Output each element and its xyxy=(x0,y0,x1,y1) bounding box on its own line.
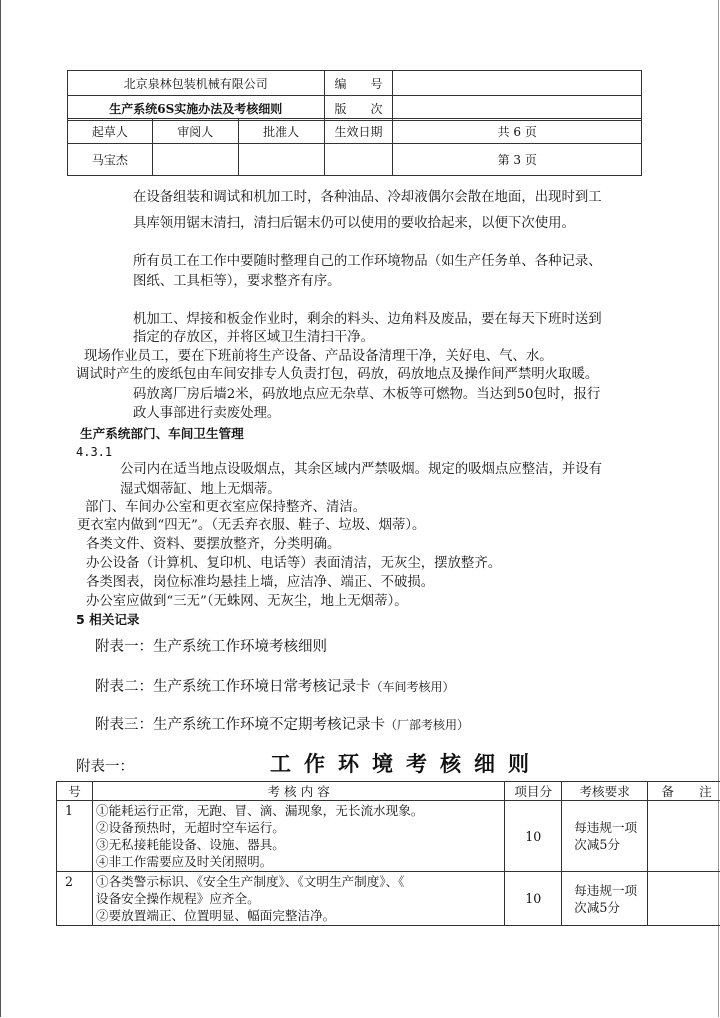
drafter-label: 起草人 xyxy=(68,119,153,144)
drafter-name: 马宝杰 xyxy=(68,144,153,176)
document-header-table xyxy=(67,70,642,121)
version-label: 版 次 xyxy=(324,96,393,121)
total-pages: 共 6 页 xyxy=(393,119,642,144)
content-line: ④非工作需要应及时关闭照明。 xyxy=(95,854,273,869)
para-4: 现场作业员工，要在下班前将生产设备、产品设备清理干净，关好电、气、水。 xyxy=(84,349,553,364)
version-value xyxy=(393,96,642,121)
office-equipment-rule: 办公设备（计算机、复印机、电话等）表面清洁，无灰尘，摆放整齐。 xyxy=(86,556,502,571)
table-header-remarks: 备 注 xyxy=(648,782,720,801)
assessment-table xyxy=(56,781,720,926)
doc-title: 生产系统6S实施办法及考核细则 xyxy=(68,96,325,121)
annex-3-note: （厂部考核用） xyxy=(385,718,470,732)
row-score: 10 xyxy=(505,872,562,926)
reviewer-label: 审阅人 xyxy=(152,119,238,144)
content-line: ②设备预热时，无超时空车运行。 xyxy=(95,820,285,835)
content-line: 设备安全操作规程》应齐全。 xyxy=(95,891,260,906)
annex-2-title: 附表二：生产系统工作环境日常考核记录卡 xyxy=(95,679,371,695)
office-clean-rule: 部门、车间办公室和更衣室应保持整齐、清洁。 xyxy=(85,500,367,515)
requirement-line: 次减5分 xyxy=(574,837,620,852)
table-header-requirement: 考核要求 xyxy=(562,782,648,801)
content-line: ①能耗运行正常，无跑、冒、滴、漏现象，无长流水现象。 xyxy=(95,803,424,818)
company-name: 北京泉林包装机械有限公司 xyxy=(68,71,325,96)
appendix-label: 附表一： xyxy=(76,759,134,775)
para-5-line-1: 调试时产生的废纸包由车间安排专人负责打包，码放，码放地点及操作间严禁明火取暖。 xyxy=(76,367,599,382)
locker-room-rule: 更衣室内做到“四无”。（无丢弃衣服、鞋子、垃圾、烟蒂）。 xyxy=(77,518,426,533)
records-title: 5 相关记录 xyxy=(76,612,140,627)
para-3-line-1: 机加工、焊接和板金作业时，剩余的料头、边角料及废品，要在每天下班时送到 xyxy=(133,312,602,327)
requirement-line: 每违规一项 xyxy=(574,882,638,898)
row-remarks xyxy=(648,872,720,926)
documents-rule: 各类文件、资料、要摆放整齐，分类明确。 xyxy=(86,537,341,552)
row-number: 2 xyxy=(57,872,93,926)
charts-rule: 各类图表，岗位标准均悬挂上墙，应洁净、端正、不破损。 xyxy=(86,575,435,590)
table-row xyxy=(57,801,720,872)
effective-date xyxy=(324,144,393,176)
reviewer-name xyxy=(152,144,238,176)
content-line: ②要放置端正、位置明显、幅面完整洁净。 xyxy=(95,908,336,923)
para-1-line-2: 具库领用锯末清扫，清扫后锯末仍可以使用的要收拾起来，以便下次使用。 xyxy=(133,216,575,231)
annex-1-reference: 附表一：生产系统工作环境考核细则 xyxy=(95,639,327,655)
office-three-nos-rule: 办公室应做到“三无”（无蛛网、无灰尘，地上无烟蒂）。 xyxy=(86,594,408,609)
section-number: 4.3.1 xyxy=(76,445,113,459)
annex-2-reference xyxy=(95,678,455,696)
content-line: ①各类警示标识、《安全生产制度》、《文明生产制度》、《 xyxy=(95,874,405,889)
appendix-title: 工作环境考核细则 xyxy=(270,751,542,776)
smoking-rule-line-2: 湿式烟蒂缸、地上无烟蒂。 xyxy=(120,482,281,497)
annex-3-reference xyxy=(95,716,469,734)
row-score: 10 xyxy=(505,801,562,872)
para-2-line-1: 所有员工在工作中要随时整理自己的工作环境物品（如生产任务单、各种记录、 xyxy=(133,254,602,269)
annex-2-note: （车间考核用） xyxy=(370,680,455,694)
row-content xyxy=(92,801,504,872)
document-signature-table xyxy=(67,118,642,176)
table-header-no: 号 xyxy=(57,782,93,801)
number-value xyxy=(393,71,642,96)
annex-3-title: 附表三：生产系统工作环境不定期考核记录卡 xyxy=(95,717,385,733)
row-requirement xyxy=(562,801,648,872)
number-label: 编 号 xyxy=(324,71,393,96)
requirement-line: 每违规一项 xyxy=(574,820,638,835)
smoking-rule-line-1: 公司内在适当地点设吸烟点，其余区域内严禁吸烟。规定的吸烟点应整洁，并设有 xyxy=(120,462,603,477)
content-line: ③无私接耗能设备、设施、器具。 xyxy=(95,837,285,852)
para-5-line-2: 码放离厂房后墙2米，码放地点应无杂草、木板等可燃物。当达到50包时，报行 xyxy=(133,387,601,402)
row-requirement xyxy=(562,872,648,926)
table-row xyxy=(57,872,720,926)
effective-date-label: 生效日期 xyxy=(324,119,393,144)
page-number: 第 3 页 xyxy=(393,144,642,176)
row-content xyxy=(92,872,504,926)
para-3-line-2: 指定的存放区，并将区域卫生清扫干净。 xyxy=(133,330,375,345)
row-number: 1 xyxy=(57,801,93,872)
approver-name xyxy=(238,144,324,176)
row-remarks xyxy=(648,801,720,872)
para-2-line-2: 图纸、工具柜等），要求整齐有序。 xyxy=(133,274,341,289)
section-title-hygiene: 生产系统部门、车间卫生管理 xyxy=(80,426,244,441)
para-5-line-3: 政人事部进行卖废处理。 xyxy=(133,406,281,421)
approver-label: 批准人 xyxy=(238,119,324,144)
requirement-line: 次减5分 xyxy=(574,899,620,915)
table-header-score: 项目分 xyxy=(505,782,562,801)
para-1-line-1: 在设备组装和调试和机加工时，各种油品、冷却液偶尔会散在地面，出现时到工 xyxy=(133,190,602,205)
table-header-content: 考 核 内 容 xyxy=(92,782,504,801)
